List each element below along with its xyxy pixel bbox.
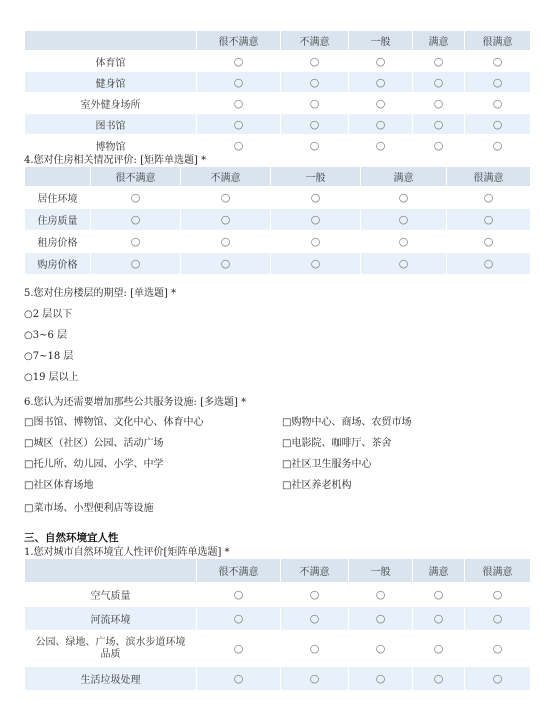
radio-option[interactable]: ○ xyxy=(447,253,531,275)
radio-option[interactable]: ○ xyxy=(349,667,413,691)
natural-environment-table xyxy=(24,558,531,691)
radio-option[interactable]: ○ xyxy=(413,51,465,72)
radio-option-3-6-floors[interactable]: ○3~6 层 xyxy=(24,330,68,341)
header-cell: 一般 xyxy=(349,31,413,51)
radio-option[interactable]: ○ xyxy=(181,253,271,275)
radio-option[interactable]: ○ xyxy=(361,209,447,231)
radio-option[interactable]: ○ xyxy=(197,135,281,156)
radio-option[interactable]: ○ xyxy=(91,187,181,209)
table-header-row xyxy=(25,167,531,187)
radio-option-7-18-floors[interactable]: ○7~18 层 xyxy=(24,351,74,362)
checkbox-elderly-care[interactable]: □社区养老机构 xyxy=(282,480,352,491)
header-cell: 一般 xyxy=(271,167,361,187)
table-header-row xyxy=(25,559,531,583)
radio-option[interactable]: ○ xyxy=(447,209,531,231)
header-cell xyxy=(25,31,197,51)
row-label: 居住环境 xyxy=(25,187,91,209)
radio-option[interactable]: ○ xyxy=(465,135,531,156)
row-label: 住房质量 xyxy=(25,209,91,231)
radio-option[interactable]: ○ xyxy=(197,607,281,631)
radio-option[interactable]: ○ xyxy=(447,231,531,253)
radio-option[interactable]: ○ xyxy=(361,253,447,275)
header-cell: 满意 xyxy=(413,559,465,583)
header-cell: 满意 xyxy=(361,167,447,187)
table-row xyxy=(25,631,531,667)
radio-option[interactable]: ○ xyxy=(271,253,361,275)
radio-option[interactable]: ○ xyxy=(413,607,465,631)
table-row xyxy=(25,114,531,135)
table-header-row xyxy=(25,31,531,51)
question-5-title: 5.您对住房楼层的期望: [单选题] * xyxy=(24,288,177,299)
radio-option[interactable]: ○ xyxy=(413,631,465,667)
checkbox-cinema-cafe[interactable]: □电影院、咖啡厅、茶舍 xyxy=(282,438,392,449)
checkbox-library-museum[interactable]: □图书馆、博物馆、文化中心、体育中心 xyxy=(24,417,204,428)
radio-option[interactable]: ○ xyxy=(271,231,361,253)
row-label: 空气质量 xyxy=(25,583,197,607)
table-row xyxy=(25,93,531,114)
radio-option[interactable]: ○ xyxy=(465,631,531,667)
radio-option[interactable]: ○ xyxy=(349,51,413,72)
header-cell: 很满意 xyxy=(447,167,531,187)
radio-option[interactable]: ○ xyxy=(181,187,271,209)
header-cell: 很不满意 xyxy=(91,167,181,187)
table-row xyxy=(25,253,531,275)
question-6-title: 6.您认为还需要增加那些公共服务设施: [多选题] * xyxy=(24,397,247,408)
header-cell: 很不满意 xyxy=(197,559,281,583)
radio-option[interactable]: ○ xyxy=(413,667,465,691)
radio-option[interactable]: ○ xyxy=(281,72,349,93)
radio-option[interactable]: ○ xyxy=(91,231,181,253)
radio-option[interactable]: ○ xyxy=(465,93,531,114)
radio-option[interactable]: ○ xyxy=(281,135,349,156)
table-row xyxy=(25,583,531,607)
radio-option[interactable]: ○ xyxy=(349,607,413,631)
radio-option[interactable]: ○ xyxy=(413,72,465,93)
radio-option[interactable]: ○ xyxy=(349,93,413,114)
radio-option[interactable]: ○ xyxy=(281,93,349,114)
row-label: 室外健身场所 xyxy=(25,93,197,114)
header-cell: 不满意 xyxy=(181,167,271,187)
section-3-question-1-title: 1.您对城市自然环境宜人性评价[矩阵单选题] * xyxy=(24,547,230,558)
checkbox-park-square[interactable]: □城区（社区）公园、活动广场 xyxy=(24,438,164,449)
radio-option[interactable]: ○ xyxy=(197,72,281,93)
radio-option[interactable]: ○ xyxy=(91,209,181,231)
row-label: 购房价格 xyxy=(25,253,91,275)
radio-option[interactable]: ○ xyxy=(271,209,361,231)
table-row xyxy=(25,607,531,631)
radio-option[interactable]: ○ xyxy=(281,583,349,607)
header-cell xyxy=(25,559,197,583)
radio-option[interactable]: ○ xyxy=(271,187,361,209)
question-4-title: 4.您对住房相关情况评价: [矩阵单选题] * xyxy=(24,155,207,166)
section-3-heading: 三、自然环境宜人性 xyxy=(24,532,119,544)
row-label: 生活垃圾处理 xyxy=(25,667,197,691)
radio-option[interactable]: ○ xyxy=(413,93,465,114)
row-label: 公园、绿地、广场、滨水步道环境品质 xyxy=(25,631,197,667)
radio-option[interactable]: ○ xyxy=(349,631,413,667)
radio-option[interactable]: ○ xyxy=(465,114,531,135)
row-label: 体育馆 xyxy=(25,51,197,72)
radio-option[interactable]: ○ xyxy=(361,231,447,253)
header-cell: 不满意 xyxy=(281,559,349,583)
radio-option[interactable]: ○ xyxy=(413,583,465,607)
radio-option[interactable]: ○ xyxy=(413,114,465,135)
table-row xyxy=(25,667,531,691)
radio-option[interactable]: ○ xyxy=(197,51,281,72)
radio-option[interactable]: ○ xyxy=(349,114,413,135)
row-label: 图书馆 xyxy=(25,114,197,135)
checkbox-sports-ground[interactable]: □社区体育场地 xyxy=(24,480,94,491)
table-row xyxy=(25,231,531,253)
radio-option[interactable]: ○ xyxy=(465,583,531,607)
header-cell: 很满意 xyxy=(465,31,531,51)
table-row xyxy=(25,72,531,93)
radio-option[interactable]: ○ xyxy=(447,187,531,209)
radio-option[interactable]: ○ xyxy=(91,253,181,275)
radio-option[interactable]: ○ xyxy=(197,114,281,135)
table-row xyxy=(25,209,531,231)
radio-option[interactable]: ○ xyxy=(465,72,531,93)
checkbox-shopping-market[interactable]: □购物中心、商场、农贸市场 xyxy=(282,417,412,428)
radio-option[interactable]: ○ xyxy=(281,114,349,135)
header-cell: 一般 xyxy=(349,559,413,583)
checkbox-schools[interactable]: □托儿所、幼儿园、小学、中学 xyxy=(24,459,164,470)
radio-option-2-floors[interactable]: ○2 层以下 xyxy=(24,309,73,320)
radio-option[interactable]: ○ xyxy=(361,187,447,209)
header-cell: 不满意 xyxy=(281,31,349,51)
radio-option[interactable]: ○ xyxy=(465,667,531,691)
table-row xyxy=(25,51,531,72)
radio-option[interactable]: ○ xyxy=(281,607,349,631)
radio-option[interactable]: ○ xyxy=(181,231,271,253)
radio-option-19-floors[interactable]: ○19 层以上 xyxy=(24,372,79,383)
facility-satisfaction-table xyxy=(24,30,531,156)
radio-option[interactable]: ○ xyxy=(181,209,271,231)
radio-option[interactable]: ○ xyxy=(349,135,413,156)
radio-option[interactable]: ○ xyxy=(281,51,349,72)
radio-option[interactable]: ○ xyxy=(197,667,281,691)
row-label: 健身馆 xyxy=(25,72,197,93)
checkbox-health-center[interactable]: □社区卫生服务中心 xyxy=(282,459,372,470)
header-cell: 很不满意 xyxy=(197,31,281,51)
radio-option[interactable]: ○ xyxy=(197,583,281,607)
row-label: 河流环境 xyxy=(25,607,197,631)
housing-satisfaction-table xyxy=(24,166,531,275)
table-row xyxy=(25,187,531,209)
header-cell xyxy=(25,167,91,187)
header-cell: 很满意 xyxy=(465,559,531,583)
checkbox-grocery-store[interactable]: □菜市场、小型便利店等设施 xyxy=(24,503,154,514)
row-label: 博物馆 xyxy=(25,135,197,156)
radio-option[interactable]: ○ xyxy=(197,631,281,667)
radio-option[interactable]: ○ xyxy=(281,631,349,667)
row-label: 租房价格 xyxy=(25,231,91,253)
radio-option[interactable]: ○ xyxy=(413,135,465,156)
radio-option[interactable]: ○ xyxy=(349,583,413,607)
header-cell: 满意 xyxy=(413,31,465,51)
radio-option[interactable]: ○ xyxy=(465,607,531,631)
radio-option[interactable]: ○ xyxy=(465,51,531,72)
radio-option[interactable]: ○ xyxy=(197,93,281,114)
radio-option[interactable]: ○ xyxy=(349,72,413,93)
radio-option[interactable]: ○ xyxy=(281,667,349,691)
